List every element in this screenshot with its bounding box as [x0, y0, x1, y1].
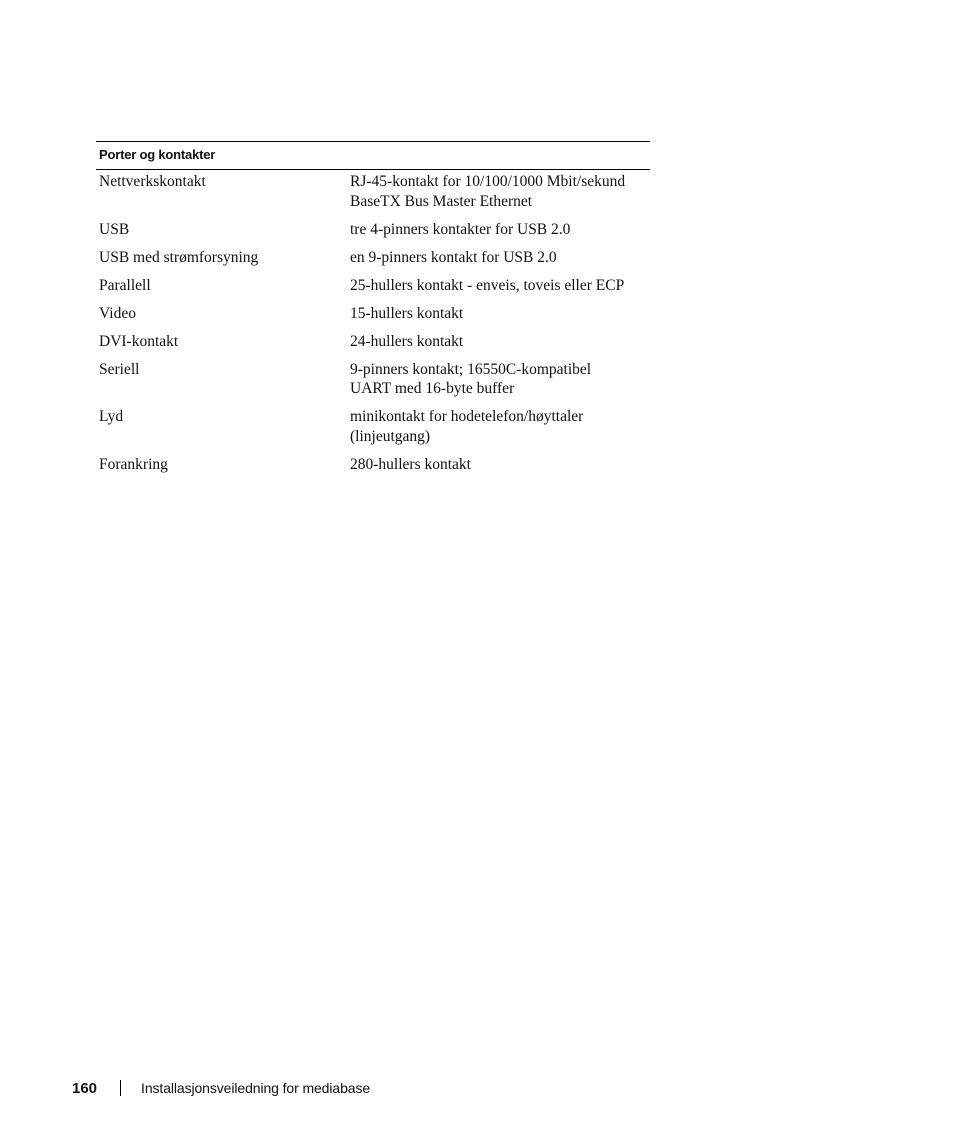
footer-separator: [120, 1080, 121, 1096]
row-value-line: 9-pinners kontakt; 16550C-kompatibel: [350, 360, 592, 378]
row-value-line: 15-hullers kontakt: [350, 304, 464, 322]
row-value: [350, 332, 650, 352]
row-value: [350, 360, 650, 399]
row-label: USB: [99, 220, 130, 238]
row-value: [350, 455, 650, 475]
table-row: [96, 172, 650, 211]
table-row: [96, 407, 650, 446]
table-row: [96, 455, 650, 475]
row-value-line: minikontakt for hodetelefon/høyttaler: [350, 408, 584, 425]
page-number: 160: [72, 1079, 98, 1097]
row-label: Seriell: [99, 360, 140, 378]
document-title: Installasjonsveiledning for mediabase: [141, 1080, 371, 1096]
row-label: DVI-kontakt: [99, 332, 179, 350]
row-label: Lyd: [99, 408, 124, 425]
row-value-line: 24-hullers kontakt: [350, 332, 464, 350]
row-value-line: tre 4-pinners kontakter for USB 2.0: [350, 220, 571, 238]
table-row: [96, 248, 650, 268]
table-row: [96, 332, 650, 352]
row-value: [350, 304, 650, 324]
row-value-line: BaseTX Bus Master Ethernet: [350, 192, 533, 210]
table-row: [96, 276, 650, 296]
row-value-line: 25-hullers kontakt - enveis, toveis eller ECP: [350, 276, 625, 294]
row-label: Video: [99, 304, 136, 322]
row-value-line: RJ-45-kontakt for 10/100/1000 Mbit/sekund: [350, 173, 626, 190]
row-label: USB med strømforsyning: [99, 248, 259, 266]
table-row: [96, 220, 650, 240]
row-value: [350, 172, 650, 211]
row-value: [350, 276, 650, 296]
row-value: [350, 248, 650, 268]
row-value: [350, 407, 650, 446]
row-value: [350, 220, 650, 240]
spec-table: [96, 141, 650, 483]
table-rows: [96, 170, 650, 474]
row-label: Parallell: [99, 276, 151, 294]
row-label: Forankring: [99, 455, 168, 473]
row-value-line: (linjeutgang): [350, 427, 431, 445]
row-value-line: 280-hullers kontakt: [350, 455, 471, 473]
row-value-line: UART med 16-byte buffer: [350, 380, 515, 397]
table-row: [96, 360, 650, 399]
row-label: Nettverkskontakt: [99, 173, 206, 190]
table-header: Porter og kontakter: [99, 147, 216, 162]
row-value-line: en 9-pinners kontakt for USB 2.0: [350, 248, 557, 266]
page-footer: [72, 1078, 370, 1098]
table-row: [96, 304, 650, 324]
